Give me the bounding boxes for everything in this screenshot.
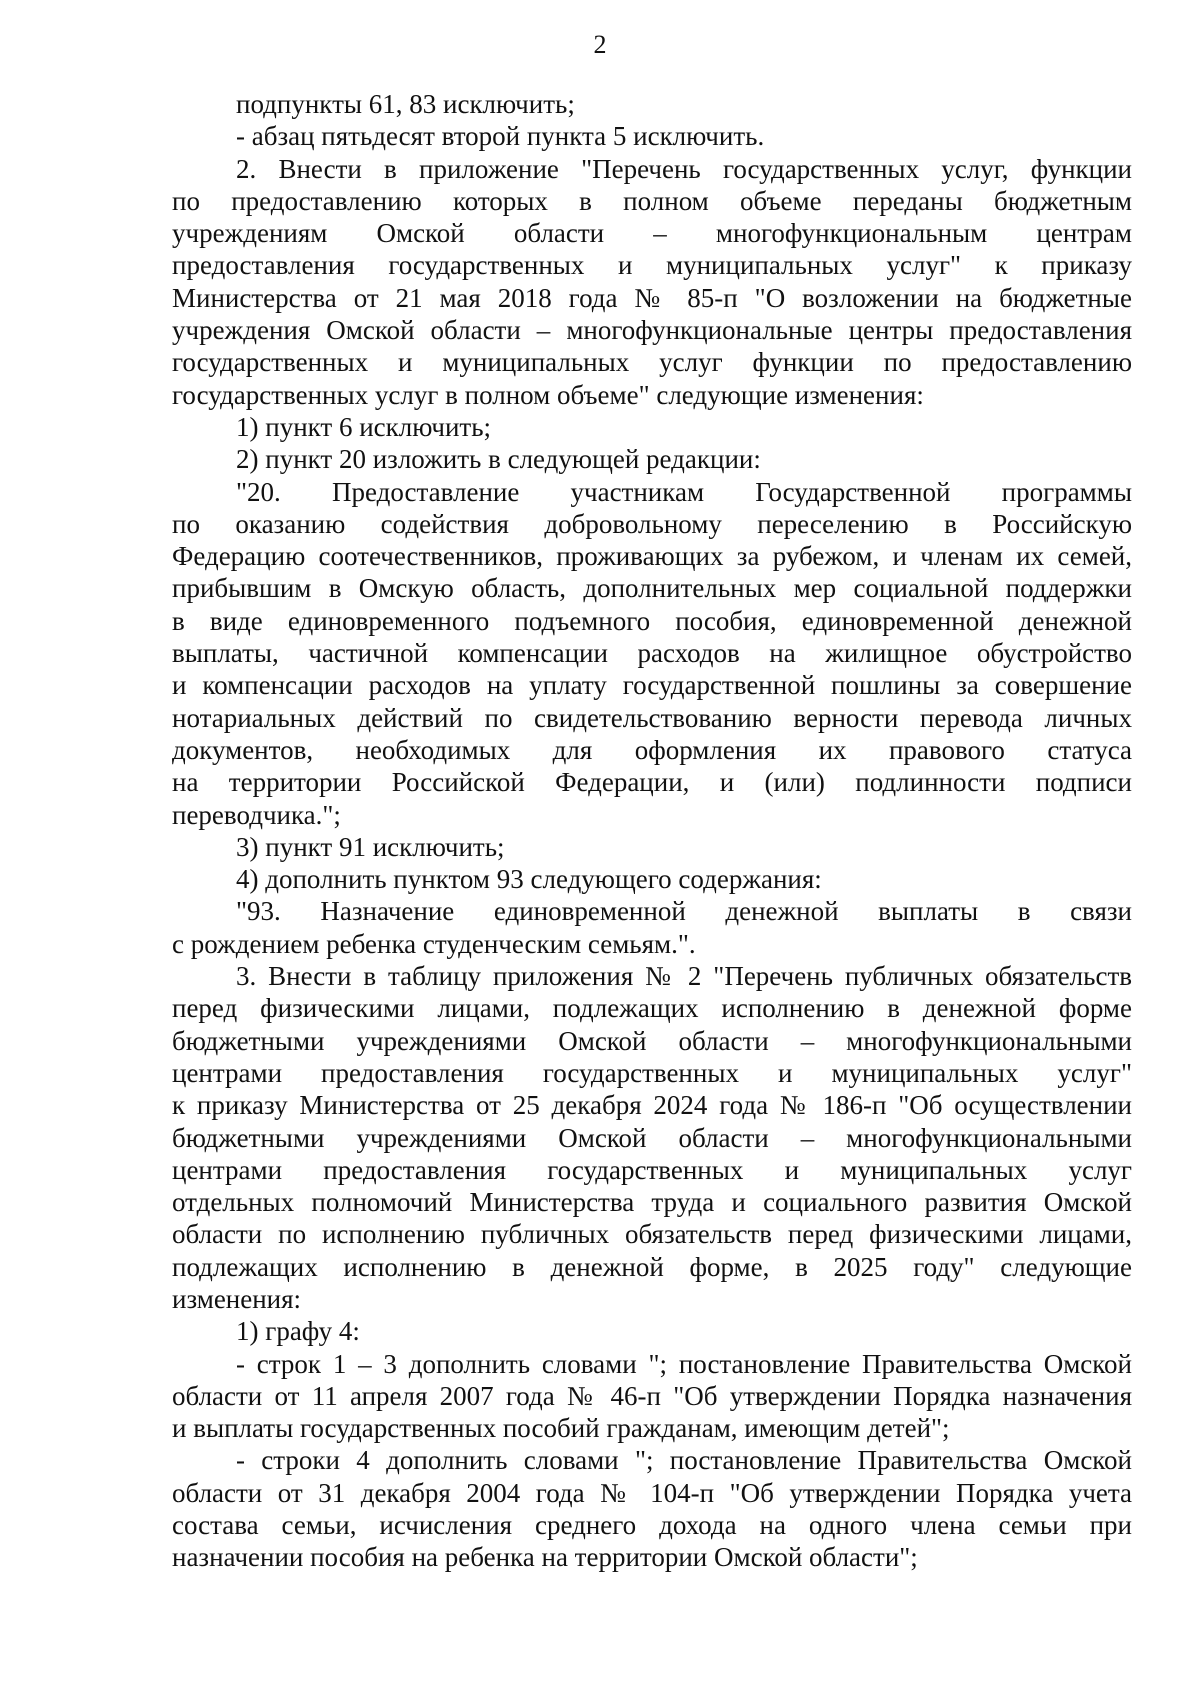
text-line: 2) пункт 20 изложить в следующей редакции: bbox=[236, 444, 761, 475]
text-line: "20. Предоставление участникам Государственной программы bbox=[236, 476, 1132, 507]
text-line: области по исполнению публичных обязательств перед физическими лицами, bbox=[172, 1219, 1132, 1250]
text-line: подпункты 61, 83 исключить; bbox=[236, 89, 575, 119]
text-line: центрами предоставления государственных и муниципальных услуг" bbox=[172, 1057, 1132, 1088]
text-line: 1) пункт 6 исключить; bbox=[236, 411, 492, 442]
text-line: состава семьи, исчисления среднего дохода на одного члена семьи при bbox=[172, 1510, 1132, 1541]
text-line: и выплаты государственных пособий гражданам, имеющим детей"; bbox=[172, 1413, 950, 1444]
text-line: 3. Внести в таблицу приложения № 2 "Перечень публичных обязательств bbox=[236, 961, 1132, 992]
text-line: - абзац пятьдесят второй пункта 5 исключить. bbox=[236, 121, 765, 152]
text-line: по предоставлению которых в полном объеме переданы бюджетным bbox=[172, 185, 1132, 216]
text-line: предоставления государственных и муниципальных услуг" к приказу bbox=[172, 250, 1132, 281]
text-line: центрами предоставления государственных и муниципальных услуг bbox=[172, 1154, 1132, 1185]
text-line: перед физическими лицами, подлежащих исполнению в денежной форме bbox=[172, 993, 1132, 1024]
text-line: изменения: bbox=[172, 1283, 302, 1314]
text-line: государственных и муниципальных услуг функции по предоставлению bbox=[172, 347, 1132, 378]
text-line: выплаты, частичной компенсации расходов на жилищное обустройство bbox=[172, 638, 1132, 669]
text-line: бюджетными учреждениями Омской области – многофункциональными bbox=[172, 1122, 1132, 1153]
text-line: государственных услуг в полном объеме" следующие изменения: bbox=[172, 379, 924, 410]
text-line: - строк 1 – 3 дополнить словами "; постановление Правительства Омской bbox=[236, 1348, 1132, 1379]
text-line: с рождением ребенка студенческим семьям.". bbox=[172, 928, 696, 959]
text-line: учреждения Омской области – многофункциональные центры предоставления bbox=[172, 315, 1132, 346]
text-line: Федерацию соотечественников, проживающих за рубежом, и членам их семей, bbox=[172, 541, 1132, 572]
text-line: - строки 4 дополнить словами "; постановление Правительства Омской bbox=[236, 1445, 1132, 1476]
text-line: переводчика."; bbox=[172, 799, 341, 830]
text-line: и компенсации расходов на уплату государственной пошлины за совершение bbox=[172, 670, 1132, 701]
text-line: назначении пособия на ребенка на территории Омской области"; bbox=[172, 1542, 918, 1573]
text-line: в виде единовременного подъемного пособия, единовременной денежной bbox=[172, 605, 1132, 636]
text-line: учреждениям Омской области – многофункциональным центрам bbox=[172, 218, 1132, 249]
text-line: 2. Внести в приложение "Перечень государственных услуг, функции bbox=[236, 153, 1132, 184]
text-line: прибывшим в Омскую область, дополнительных мер социальной поддержки bbox=[172, 573, 1132, 604]
text-line: по оказанию содействия добровольному переселению в Российскую bbox=[172, 508, 1132, 539]
text-line: области от 31 декабря 2004 года № 104-п "Об утверждении Порядка учета bbox=[172, 1477, 1132, 1508]
text-line: отдельных полномочий Министерства труда и социального развития Омской bbox=[172, 1187, 1132, 1218]
page-number: 2 bbox=[593, 30, 607, 59]
text-line: 1) графу 4: bbox=[236, 1316, 360, 1347]
text-line: 4) дополнить пунктом 93 следующего содержания: bbox=[236, 864, 822, 895]
text-line: документов, необходимых для оформления их правового статуса bbox=[172, 734, 1132, 765]
text-line: нотариальных действий по свидетельствованию верности перевода личных bbox=[172, 702, 1132, 733]
text-line: "93. Назначение единовременной денежной выплаты в связи bbox=[236, 896, 1132, 927]
document-body bbox=[172, 88, 1132, 1574]
text-line: на территории Российской Федерации, и (или) подлинности подписи bbox=[172, 767, 1132, 798]
text-line: подлежащих исполнению в денежной форме, в 2025 году" следующие bbox=[172, 1251, 1132, 1282]
text-line: бюджетными учреждениями Омской области – многофункциональными bbox=[172, 1025, 1132, 1056]
text-line: области от 11 апреля 2007 года № 46-п "Об утверждении Порядка назначения bbox=[172, 1380, 1132, 1411]
text-line: к приказу Министерства от 25 декабря 2024 года № 186-п "Об осуществлении bbox=[172, 1090, 1132, 1121]
text-line: Министерства от 21 мая 2018 года № 85-п "О возложении на бюджетные bbox=[172, 282, 1132, 313]
text-line: 3) пункт 91 исключить; bbox=[236, 831, 505, 862]
